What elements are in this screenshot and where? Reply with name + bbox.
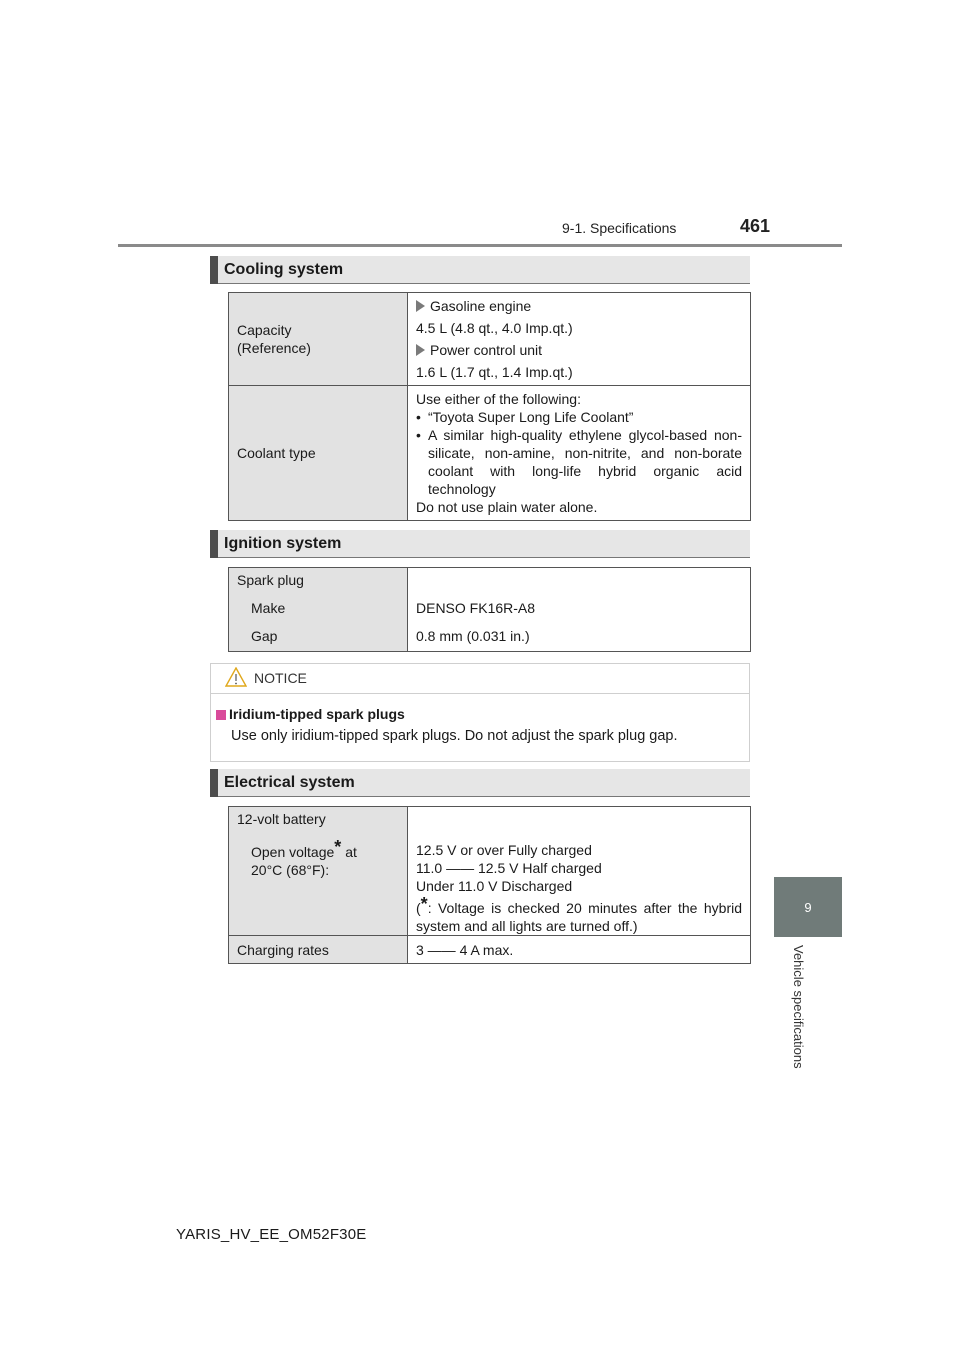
voltage-note: (*: Voltage is checked 20 minutes after the hybrid system and all lights are turned off.) [416, 894, 742, 934]
bullet-dot: • [416, 409, 421, 425]
voltage-line: 11.0 —— 12.5 V Half charged [416, 860, 602, 876]
warning-icon [225, 667, 247, 687]
square-bullet-icon [216, 710, 226, 720]
list-item: • A similar high-quality ethylene glycol-based non-silicate, non-amine, non-nitrite, and non-borate coolant with long-life hybrid organic acid technology [416, 427, 742, 497]
section-title: Electrical system [224, 774, 355, 791]
section-header-electrical [210, 769, 750, 797]
capacity-label: Capacity (Reference) [229, 293, 408, 386]
chapter-number: 9 [804, 899, 812, 915]
open-voltage-temp: 20°C (68°F): [251, 862, 330, 878]
arrow-icon [416, 344, 425, 356]
header-divider [118, 244, 842, 247]
chapter-tab [774, 877, 842, 937]
chapter-title: Vehicle specifications [791, 945, 806, 1069]
asterisk-icon: * [420, 894, 428, 914]
notice-text: Use only iridium-tipped spark plugs. Do not adjust the spark plug gap. [231, 728, 678, 744]
section-header-cooling [210, 256, 750, 284]
pcu-label: Power control unit [430, 342, 543, 358]
section-underline [218, 557, 750, 558]
section-underline [218, 283, 750, 284]
notice-header [211, 664, 749, 694]
table-row [229, 936, 751, 964]
bullet-dot: • [416, 427, 421, 443]
cooling-table [228, 292, 751, 521]
open-voltage-label: Open voltage* at [251, 837, 357, 860]
make-value: DENSO FK16R-A8 [416, 600, 536, 616]
make-label: Make [251, 600, 286, 616]
arrow-icon [416, 300, 425, 312]
voltage-line: 12.5 V or over Fully charged [416, 842, 592, 858]
coolant-label: Coolant type [229, 386, 408, 521]
table-row [229, 807, 751, 936]
charging-label: Charging rates [229, 936, 408, 964]
electrical-table [228, 806, 751, 964]
document-code: YARIS_HV_EE_OM52F30E [176, 1226, 367, 1243]
ignition-table [228, 567, 751, 652]
table-row [229, 386, 751, 521]
section-underline [218, 796, 750, 797]
coolant-warning: Do not use plain water alone. [416, 499, 598, 515]
battery-label: 12-volt battery [237, 811, 326, 827]
battery-value-cell [408, 807, 751, 936]
list-item: • “Toyota Super Long Life Coolant” [416, 409, 634, 425]
asterisk-icon: * [334, 837, 342, 857]
gap-value: 0.8 mm (0.031 in.) [416, 628, 530, 644]
notice-title: NOTICE [254, 670, 307, 686]
gap-label: Gap [251, 628, 278, 644]
gas-engine-value: 4.5 L (4.8 qt., 4.0 Imp.qt.) [416, 320, 573, 336]
coolant-intro: Use either of the following: [416, 391, 581, 407]
gas-engine-label: Gasoline engine [430, 298, 532, 314]
section-title: Cooling system [224, 261, 344, 278]
notice-box [210, 663, 750, 762]
section-title: Ignition system [224, 535, 342, 552]
charging-value: 3 —— 4 A max. [408, 936, 751, 964]
spark-plug-label-cell [229, 568, 408, 652]
spark-plug-label: Spark plug [237, 572, 304, 588]
table-row [229, 568, 751, 652]
coolant-value [408, 386, 751, 521]
pcu-value: 1.6 L (1.7 qt., 1.4 Imp.qt.) [416, 364, 573, 380]
section-reference: 9-1. Specifications [562, 220, 677, 236]
battery-label-cell [229, 807, 408, 936]
section-header-ignition [210, 530, 750, 558]
voltage-line: Under 11.0 V Discharged [416, 878, 573, 894]
notice-subtitle: Iridium-tipped spark plugs [229, 706, 405, 722]
table-row [229, 293, 751, 386]
page-number: 461 [740, 216, 771, 236]
spark-plug-value-cell [408, 568, 751, 652]
capacity-value [408, 293, 751, 386]
